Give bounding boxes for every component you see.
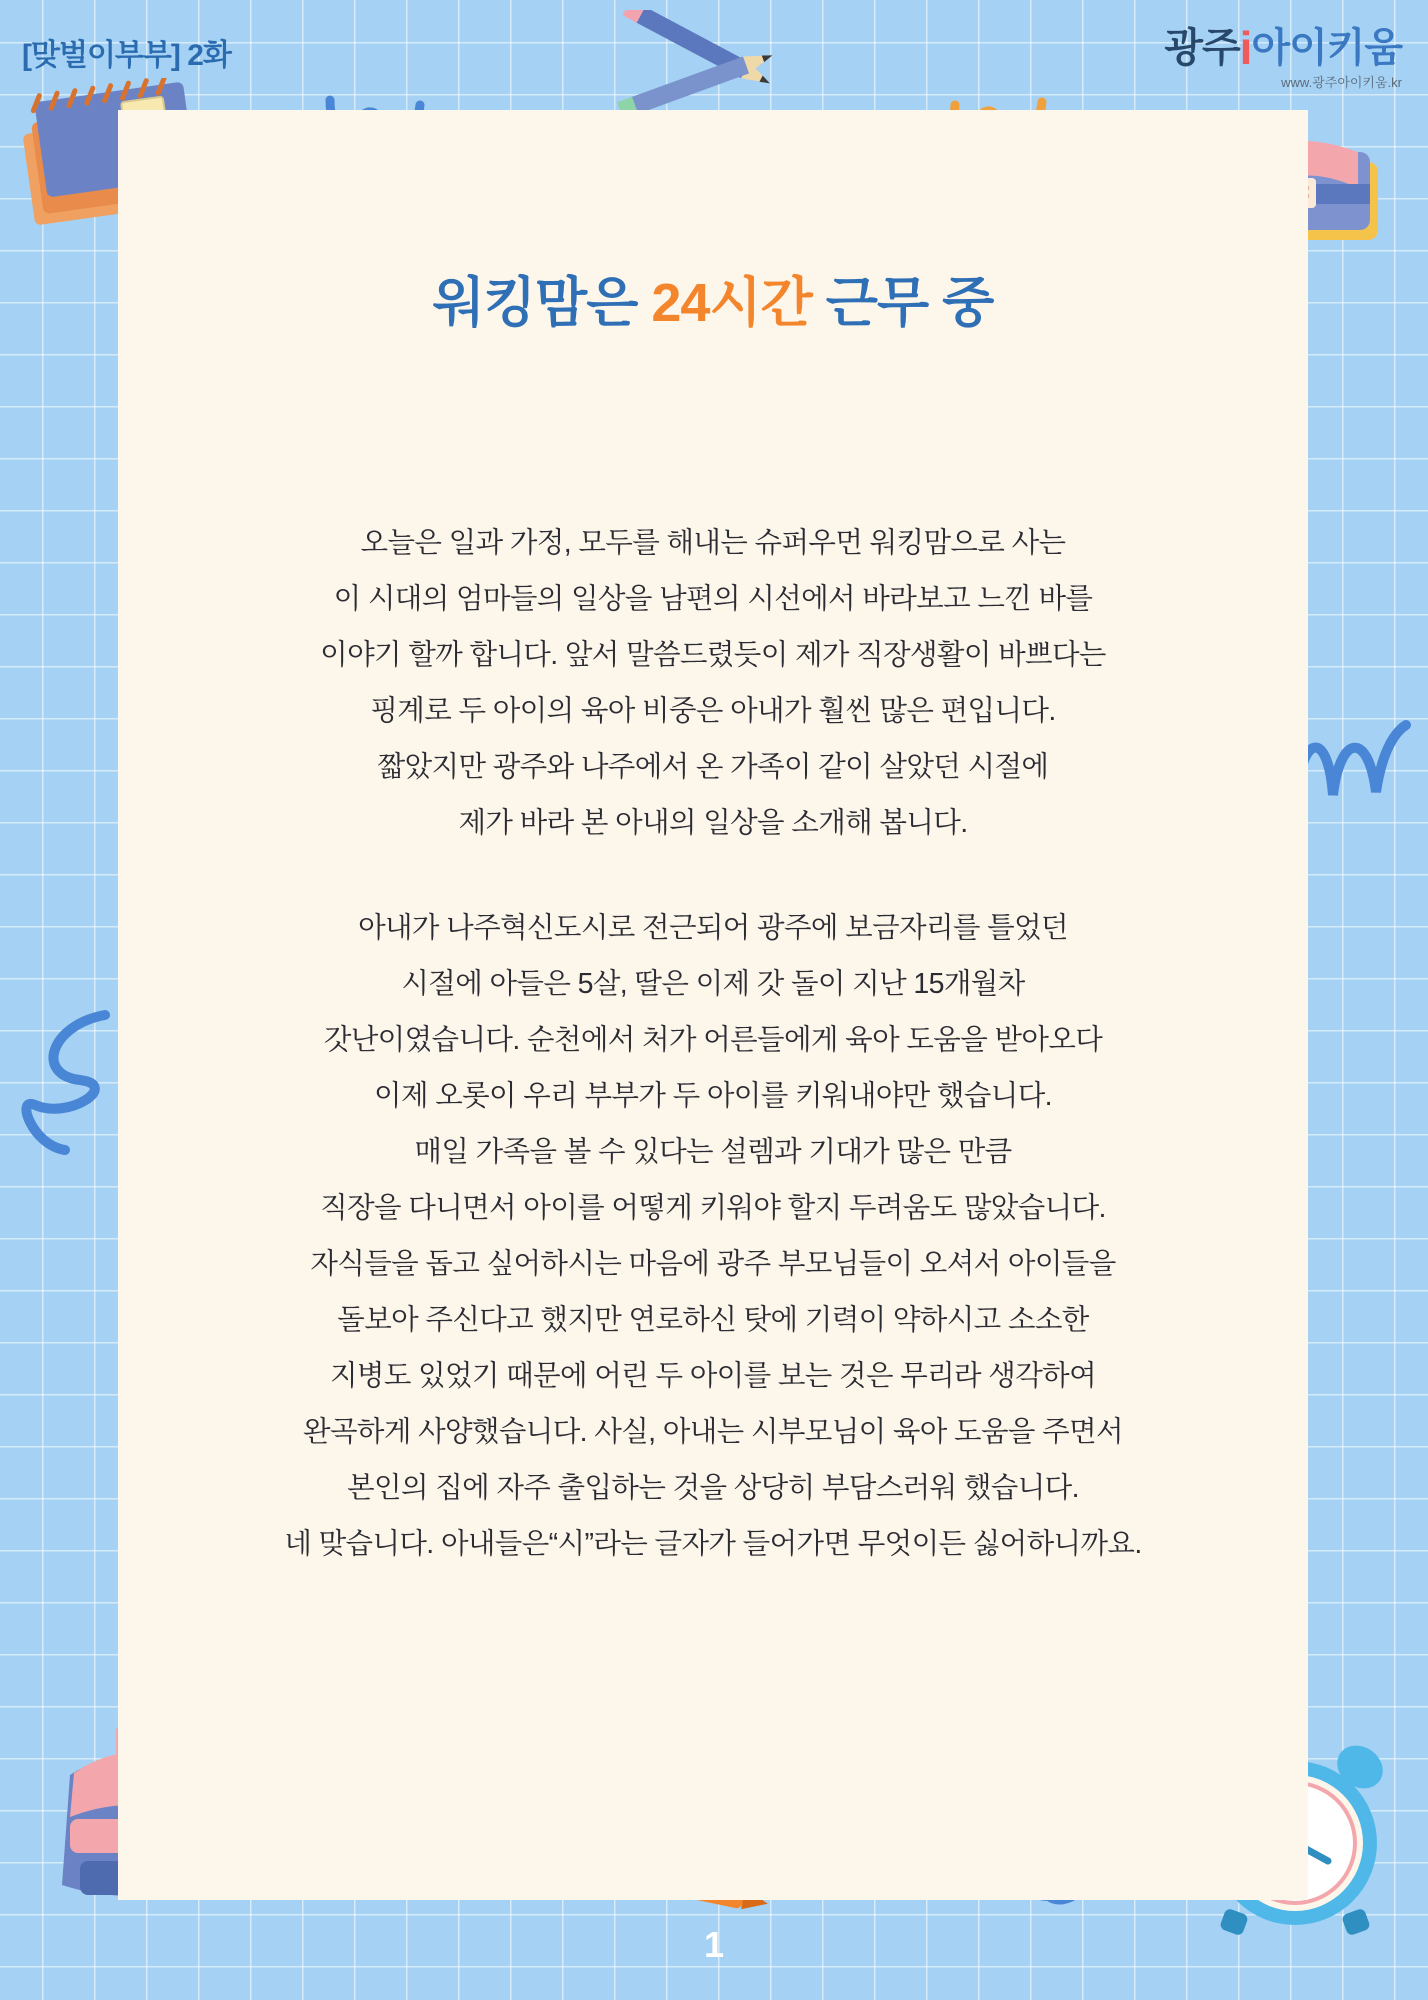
title-highlight: 24시간 — [651, 273, 812, 333]
paragraph-2-line: 시절에 아들은 5살, 딸은 이제 갓 돌이 지난 15개월차 — [401, 968, 1025, 1000]
paragraph-1 — [178, 515, 1248, 851]
content-panel — [118, 110, 1308, 1900]
paragraph-2-line: 자식들을 돕고 싶어하시는 마음에 광주 부모님들이 오셔서 아이들을 — [310, 1248, 1116, 1280]
page-title — [118, 260, 1308, 337]
logo-text-i: i — [1239, 22, 1252, 74]
paragraph-2-line: 본인의 집에 자주 출입하는 것을 상당히 부담스러워 했습니다. — [347, 1472, 1079, 1504]
logo-text-gwangju: 광주 — [1164, 26, 1240, 70]
brand-logo — [1164, 22, 1402, 91]
paragraph-2-line: 매일 가족을 볼 수 있다는 설렘과 기대가 많은 만큼 — [414, 1136, 1012, 1168]
paragraph-2-line: 완곡하게 사양했습니다. 사실, 아내는 시부모님이 육아 도움을 주면서 — [303, 1416, 1123, 1448]
paragraph-1-line: 짧았지만 광주와 나주에서 온 가족이 같이 살았던 시절에 — [377, 751, 1049, 783]
paragraph-2-line: 직장을 다니면서 아이를 어떻게 키워야 할지 두려움도 많았습니다. — [320, 1192, 1106, 1224]
paragraph-2-line: 갓난이였습니다. 순천에서 처가 어른들에게 육아 도움을 받아오다 — [323, 1024, 1103, 1056]
title-part-after: 근무 중 — [811, 273, 994, 333]
episode-tag: [맞벌이부부] 2화 — [22, 39, 231, 72]
paragraph-1-line: 이야기 할까 합니다. 앞서 말씀드렸듯이 제가 직장생활이 바쁘다는 — [320, 639, 1106, 671]
paragraph-1-line: 오늘은 일과 가정, 모두를 해내는 슈퍼우먼 워킹맘으로 사는 — [360, 527, 1066, 559]
logo-wordmark — [1164, 22, 1402, 74]
paragraph-2-line: 지병도 있었기 때문에 어린 두 아이를 보는 것은 무리라 생각하여 — [329, 1360, 1097, 1392]
paragraph-2-line: 아내가 나주혁신도시로 전근되어 광주에 보금자리를 틀었던 — [358, 912, 1068, 944]
paragraph-1-line: 이 시대의 엄마들의 일상을 남편의 시선에서 바라보고 느낀 바를 — [333, 583, 1093, 615]
logo-url: www.광주아이키움.kr — [1281, 75, 1402, 90]
paragraph-1-line: 핑계로 두 아이의 육아 비중은 아내가 훨씬 많은 편입니다. — [370, 695, 1056, 727]
paragraph-2-line: 돌보아 주신다고 했지만 연로하신 탓에 기력이 약하시고 소소한 — [337, 1304, 1089, 1336]
logo-text-ikium: 아이키움 — [1251, 26, 1402, 70]
paragraph-2-line: 이제 오롯이 우리 부부가 두 아이를 키워내야만 했습니다. — [374, 1080, 1052, 1112]
paragraph-2-line: 네 맞습니다. 아내들은“시”라는 글자가 들어가면 무엇이든 싫어하니까요. — [284, 1528, 1142, 1560]
title-part-before: 워킹맘은 — [432, 273, 652, 333]
page-number: 1 — [703, 1924, 725, 1965]
paragraph-1-line: 제가 바라 본 아내의 일상을 소개해 봅니다. — [458, 807, 968, 839]
paragraph-2 — [178, 900, 1248, 1572]
